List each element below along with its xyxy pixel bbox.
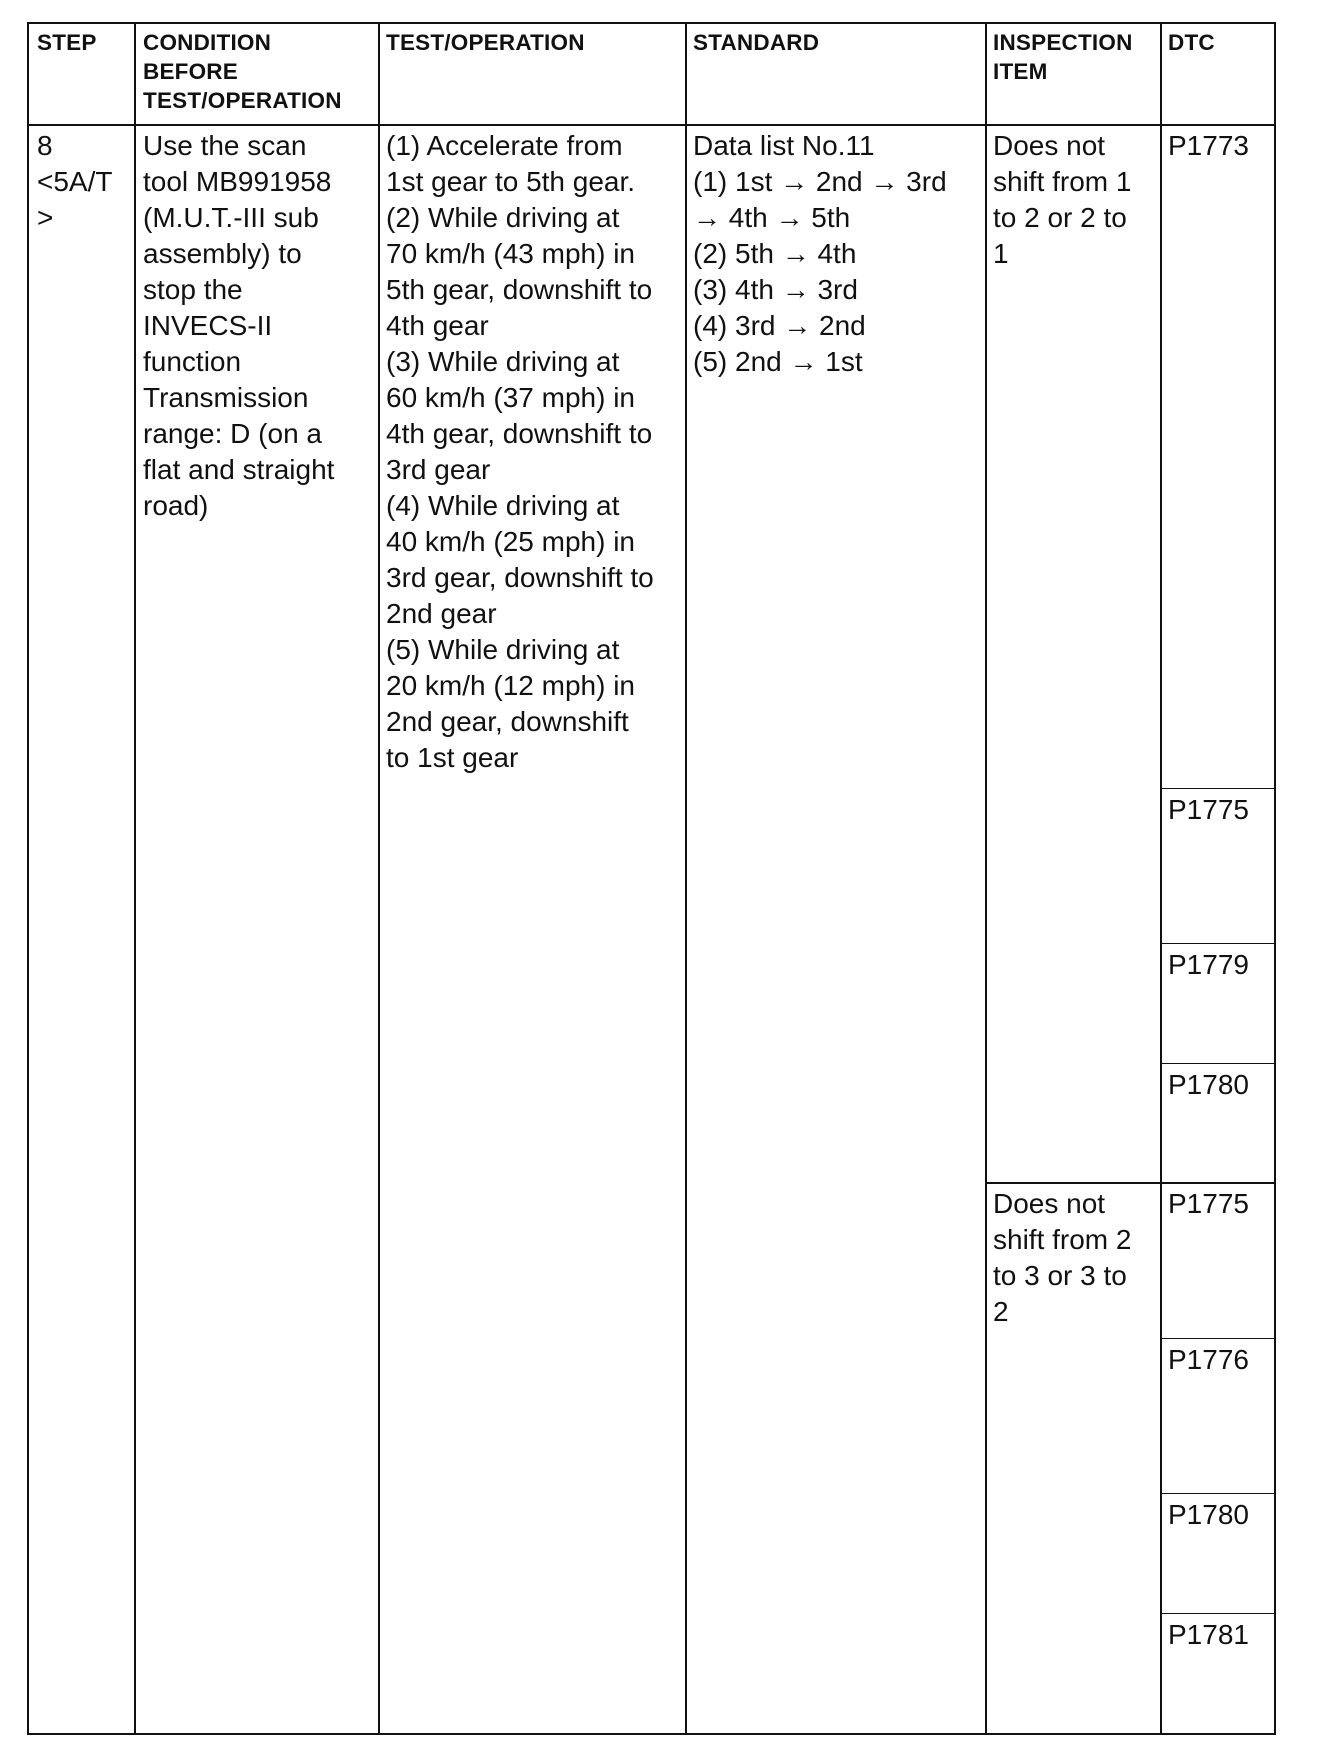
dtc-code: P1780 bbox=[1168, 1069, 1249, 1100]
inspection-row-rule bbox=[985, 1182, 1274, 1184]
header-standard: STANDARD bbox=[693, 30, 820, 55]
dtc-rule bbox=[1160, 1338, 1274, 1339]
dtc-code: P1776 bbox=[1168, 1344, 1249, 1375]
standard-cell: Data list No.11 (1) 1st → 2nd → 3rd → 4th → 5th (2) 5th → 4th (3) 4th → 3rd (4) 3rd → 2nd (5) 2nd → 1st bbox=[693, 130, 947, 377]
inspection-item-cell: Does not shift from 1 to 2 or 2 to 1 bbox=[993, 130, 1132, 269]
dtc-code: P1773 bbox=[1168, 130, 1249, 161]
dtc-rule bbox=[1160, 1063, 1274, 1064]
header-step: STEP bbox=[37, 30, 97, 55]
test-operation-cell: (1) Accelerate from 1st gear to 5th gear. (2) While driving at 70 km/h (43 mph) in 5th gear, downshift to 4th gear (3) While driving at 60 km/h (37 mph) in 4th gear, downshift to 3rd gear (4) While driving at 40 km/h (25 mph) in 3rd gear, downshift to 2nd gear (5) While driving at 20 km/h (12 mph) in 2nd gear, downshift to 1st gear bbox=[386, 130, 654, 773]
header-rule bbox=[29, 124, 1274, 126]
diagnostic-table bbox=[27, 22, 1276, 1735]
dtc-rule bbox=[1160, 1613, 1274, 1614]
col-divider bbox=[1160, 24, 1162, 1733]
header-dtc: DTC bbox=[1168, 30, 1215, 55]
dtc-rule bbox=[1160, 788, 1274, 789]
dtc-rule bbox=[1160, 943, 1274, 944]
dtc-code: P1780 bbox=[1168, 1499, 1249, 1530]
dtc-code: P1775 bbox=[1168, 794, 1249, 825]
col-divider bbox=[134, 24, 136, 1733]
condition-cell: Use the scan tool MB991958 (M.U.T.-III sub assembly) to stop the INVECS-II function Transmission range: D (on a flat and straight road) bbox=[143, 130, 335, 521]
dtc-code: P1781 bbox=[1168, 1619, 1249, 1650]
dtc-rule bbox=[1160, 1493, 1274, 1494]
inspection-item-cell: Does not shift from 2 to 3 or 3 to 2 bbox=[993, 1188, 1132, 1327]
header-test-operation: TEST/OPERATION bbox=[386, 30, 585, 55]
header-inspection-item: INSPECTION ITEM bbox=[993, 30, 1133, 84]
dtc-code: P1779 bbox=[1168, 949, 1249, 980]
header-condition: CONDITION BEFORE TEST/OPERATION bbox=[143, 30, 342, 113]
dtc-code: P1775 bbox=[1168, 1188, 1249, 1219]
col-divider bbox=[985, 24, 987, 1733]
col-divider bbox=[378, 24, 380, 1733]
step-cell: 8 <5A/T > bbox=[37, 130, 113, 233]
col-divider bbox=[685, 24, 687, 1733]
